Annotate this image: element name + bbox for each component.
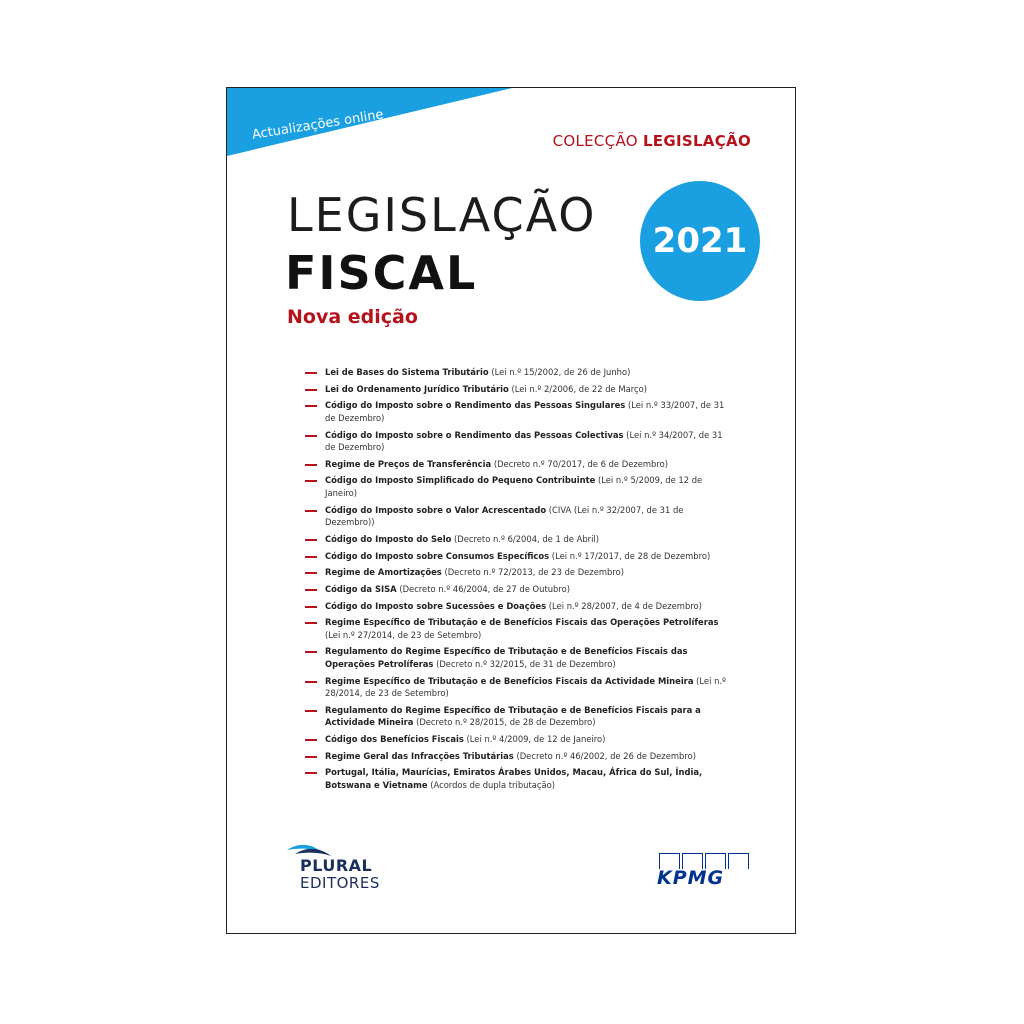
- dash-bullet-icon: [305, 739, 317, 741]
- contents-item-detail: (Lei n.º 27/2014, de 23 de Setembro): [325, 629, 482, 640]
- contents-item-detail: (Lei n.º 2/2006, de 22 de Março): [511, 383, 647, 394]
- dash-bullet-icon: [305, 756, 317, 758]
- dash-bullet-icon: [305, 464, 317, 466]
- contents-item: [305, 704, 735, 729]
- contents-item-title: Regime de Preços de Transferência: [325, 458, 492, 469]
- contents-item-detail: (Lei n.º 4/2009, de 12 de Janeiro): [466, 734, 606, 744]
- contents-item-title: Lei do Ordenamento Jurídico Tributário: [325, 383, 509, 394]
- dash-bullet-icon: [305, 606, 317, 608]
- contents-item-title: Regulamento do Regime Específico de Tributação e de Benefícios Fiscais das Operações Petrolíferas: [325, 646, 688, 669]
- dash-bullet-icon: [305, 389, 317, 391]
- collection-prefix: COLECÇÃO: [552, 132, 638, 150]
- contents-item: [305, 399, 735, 424]
- contents-item-title: Código do Imposto sobre Sucessões e Doações: [325, 600, 547, 611]
- publisher-name: PLURAL: [300, 856, 373, 875]
- contents-item: [305, 645, 735, 670]
- dash-bullet-icon: [305, 622, 317, 624]
- contents-item-detail: (Lei n.º 28/2014, de 23 de Setembro): [325, 675, 726, 699]
- book-cover: [226, 87, 796, 934]
- contents-item-title: Regime Específico de Tributação e de Benefícios Fiscais da Actividade Mineira: [325, 675, 694, 686]
- contents-item-title: Código do Imposto sobre o Rendimento das Pessoas Colectivas: [325, 429, 624, 440]
- dash-bullet-icon: [305, 589, 317, 591]
- collection-label: [553, 132, 751, 150]
- contents-item: [305, 504, 735, 529]
- contents-item-detail: (Acordos de dupla tributação): [430, 779, 555, 790]
- contents-item-detail: (Decreto n.º 46/2004, de 27 de Outubro): [399, 583, 571, 594]
- contents-item: [305, 675, 735, 700]
- dash-bullet-icon: [305, 510, 317, 512]
- contents-item: [305, 566, 735, 579]
- dash-bullet-icon: [305, 556, 317, 558]
- contents-item: [305, 474, 735, 499]
- contents-item-title: Código do Imposto sobre o Rendimento das Pessoas Singulares: [325, 400, 626, 411]
- contents-item-detail: (Decreto n.º 28/2015, de 28 de Dezembro): [416, 717, 596, 728]
- contents-item: [305, 750, 735, 763]
- contents-item: [305, 458, 735, 471]
- contents-item-detail: (Decreto n.º 6/2004, de 1 de Abril): [454, 533, 600, 544]
- contents-item-title: Código do Imposto Simplificado do Pequeno Contribuinte: [325, 475, 596, 486]
- contents-list: [305, 366, 735, 796]
- contents-item-title: Código do Imposto do Selo: [325, 533, 452, 544]
- contents-item: [305, 616, 735, 641]
- title-line-1: LEGISLAÇÃO: [287, 188, 597, 242]
- dash-bullet-icon: [305, 435, 317, 437]
- contents-item: [305, 733, 735, 746]
- dash-bullet-icon: [305, 539, 317, 541]
- contents-item-title: Regime de Amortizações: [325, 567, 442, 578]
- contents-item-title: Portugal, Itália, Maurícias, Emiratos Árabes Unidos, Macau, África do Sul, Índia, Botswana e Vietname: [325, 767, 703, 790]
- collection-name: LEGISLAÇÃO: [642, 132, 751, 150]
- partner-name: KPMG: [657, 867, 725, 889]
- contents-item-title: Lei de Bases do Sistema Tributário: [325, 367, 489, 377]
- dash-bullet-icon: [305, 572, 317, 574]
- contents-item-title: Regime Específico de Tributação e de Benefícios Fiscais das Operações Petrolíferas: [325, 617, 719, 628]
- contents-item: [305, 550, 735, 563]
- dash-bullet-icon: [305, 651, 317, 653]
- online-updates-ribbon: [227, 88, 527, 158]
- contents-item-detail: (Lei n.º 15/2002, de 26 de Junho): [491, 367, 631, 377]
- contents-item: [305, 600, 735, 613]
- dash-bullet-icon: [305, 681, 317, 683]
- contents-item-title: Código da SISA: [325, 583, 397, 594]
- contents-item: [305, 429, 735, 454]
- contents-item-detail: (Decreto n.º 46/2002, de 26 de Dezembro): [516, 750, 696, 761]
- contents-item-detail: (Lei n.º 17/2017, de 28 de Dezembro): [551, 550, 711, 561]
- year-badge: 2021: [640, 181, 760, 301]
- contents-item-detail: (Lei n.º 5/2009, de 12 de Janeiro): [325, 475, 703, 498]
- plural-editores-logo: [283, 840, 413, 900]
- dash-bullet-icon: [305, 405, 317, 407]
- contents-item-title: Regime Geral das Infracções Tributárias: [325, 750, 514, 761]
- edition-subtitle: Nova edição: [287, 306, 418, 328]
- contents-item: [305, 366, 735, 379]
- dash-bullet-icon: [305, 710, 317, 712]
- publisher-sub: EDITORES: [300, 874, 380, 892]
- contents-item-detail: (Lei n.º 33/2007, de 31 de Dezembro): [325, 400, 725, 423]
- contents-item-detail: (Decreto n.º 72/2013, de 23 de Dezembro): [444, 567, 624, 578]
- ribbon-text: Actualizações online: [251, 107, 385, 143]
- dash-bullet-icon: [305, 372, 317, 374]
- title-line-2: FISCAL: [285, 246, 478, 300]
- contents-item-detail: (Decreto n.º 70/2017, de 6 de Dezembro): [493, 458, 669, 469]
- contents-item-title: Regulamento do Regime Específico de Tributação e de Benefícios Fiscais para a Actividade Mineira: [325, 704, 701, 728]
- kpmg-logo: [657, 853, 753, 887]
- contents-item-detail: (Decreto n.º 32/2015, de 31 de Dezembro): [436, 658, 616, 669]
- dash-bullet-icon: [305, 480, 317, 482]
- contents-item-detail: (Lei n.º 28/2007, de 4 de Dezembro): [548, 600, 702, 611]
- contents-item-detail: (CIVA (Lei n.º 32/2007, de 31 de Dezembro)): [325, 504, 684, 528]
- contents-item: [305, 383, 735, 396]
- dash-bullet-icon: [305, 772, 317, 774]
- contents-item-title: Código do Imposto sobre o Valor Acrescentado: [325, 504, 547, 515]
- contents-item-detail: (Lei n.º 34/2007, de 31 de Dezembro): [325, 429, 723, 453]
- contents-item: [305, 766, 735, 791]
- contents-item-title: Código dos Benefícios Fiscais: [325, 734, 464, 744]
- contents-item: [305, 583, 735, 596]
- contents-item-title: Código do Imposto sobre Consumos Específicos: [325, 550, 550, 561]
- contents-item: [305, 533, 735, 546]
